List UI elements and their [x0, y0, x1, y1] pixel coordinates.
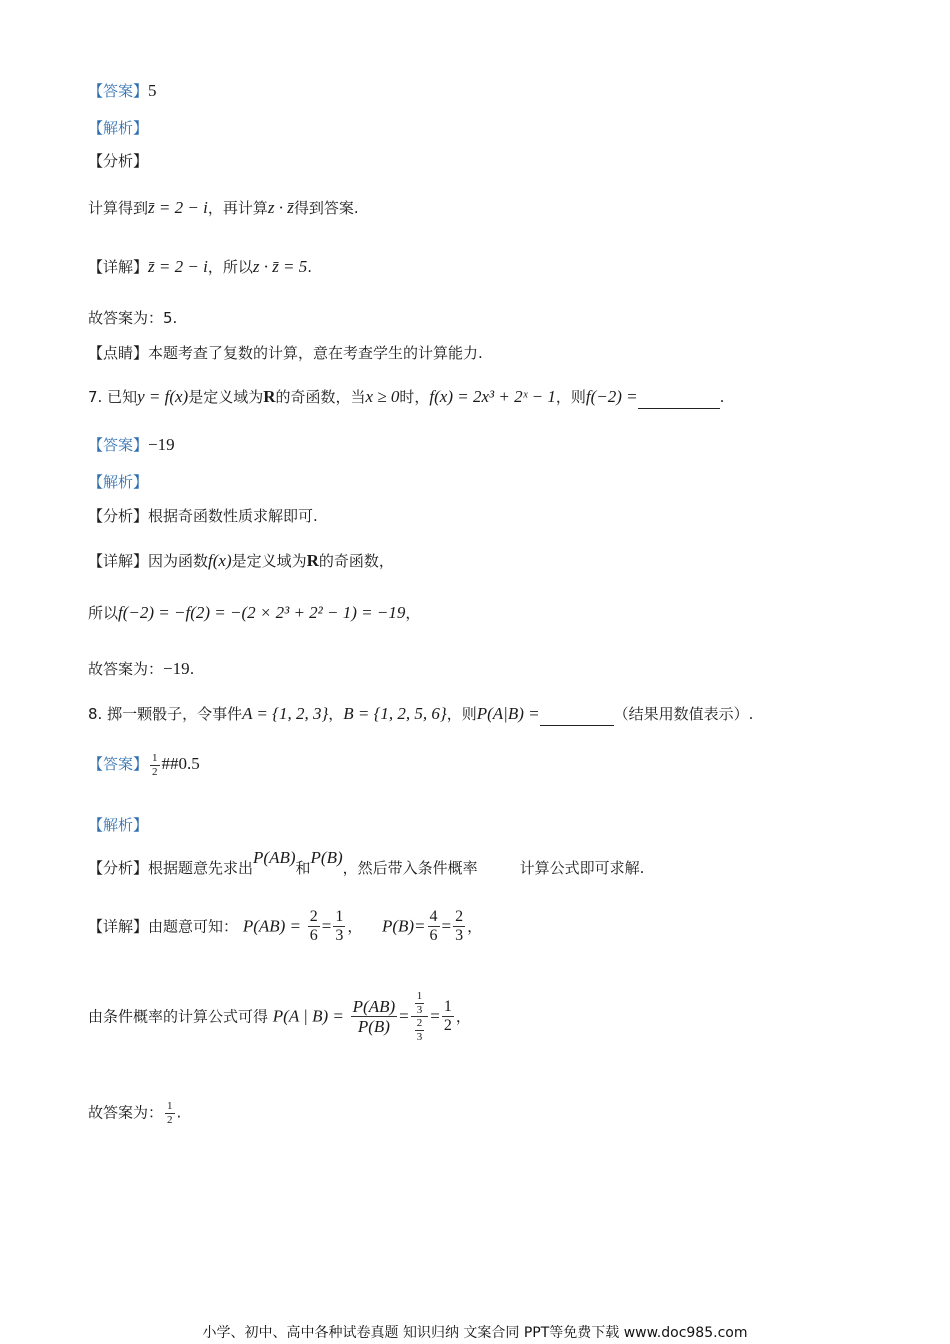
- text: 是定义域为: [188, 388, 264, 406]
- text: 和: [295, 859, 311, 877]
- q6-fenxi-text: [88, 197, 359, 218]
- numerator: 2: [416, 1017, 423, 1030]
- jiexi-tag: 【解析】: [88, 119, 149, 137]
- denominator: 6: [429, 927, 438, 945]
- denominator: 2: [152, 765, 158, 778]
- math: −19: [163, 659, 190, 678]
- text: 由条件概率的计算公式可得: [88, 1007, 269, 1026]
- math: z · z̄ = 5: [252, 257, 308, 276]
- text: ，: [467, 917, 483, 936]
- math: z̄ = 2 − i: [148, 257, 208, 276]
- q7-suoyi: [88, 602, 420, 623]
- fraction: [333, 908, 345, 946]
- fraction: [415, 1017, 425, 1043]
- text: ，则: [446, 705, 477, 723]
- xiangjie-tag: 【详解】: [88, 258, 149, 276]
- math: z̄ = 2 − i: [148, 198, 208, 217]
- numerator: 1: [442, 998, 454, 1017]
- text: ，: [328, 705, 344, 723]
- q6-fenxi-tag: [88, 150, 148, 171]
- answer-value: −19: [148, 435, 175, 454]
- text: 根据题意先求出: [148, 859, 254, 877]
- text: ，再计算: [207, 199, 268, 217]
- fraction: [428, 908, 440, 946]
- math: f(−2) =: [585, 387, 638, 406]
- denominator: 3: [416, 1003, 423, 1016]
- text: 的奇函数，当: [275, 388, 366, 406]
- text: .: [189, 660, 195, 678]
- equals: =: [441, 916, 452, 936]
- numerator: P(AB): [352, 996, 396, 1016]
- text: 计算公式即可求解.: [519, 859, 645, 877]
- q8-conclusion: [88, 1100, 181, 1126]
- denominator: 3: [335, 927, 344, 945]
- text: 7. 已知: [88, 388, 138, 406]
- jiexi-tag: 【解析】: [88, 473, 149, 491]
- text: .: [176, 1103, 182, 1122]
- text: ，然后带入条件概率: [342, 859, 478, 877]
- math: A = {1, 2, 3}: [242, 704, 329, 723]
- fraction: [308, 908, 320, 946]
- fenxi-tag: 【分析】: [88, 859, 149, 877]
- denominator: P(B): [357, 1017, 390, 1037]
- math: f(x): [208, 551, 232, 570]
- text: .: [307, 258, 313, 276]
- answer-tag: 【答案】: [88, 82, 149, 100]
- text: 故答案为：: [88, 1103, 164, 1122]
- text: 根据奇函数性质求解即可.: [148, 507, 318, 525]
- equals: =: [321, 916, 332, 936]
- denominator: 3: [455, 927, 464, 945]
- math: B = {1, 2, 5, 6}: [343, 704, 447, 723]
- math: P(AB): [253, 848, 296, 867]
- answer-blank: [540, 707, 614, 726]
- answer-tag: 【答案】: [88, 436, 149, 454]
- numerator: 4: [428, 908, 440, 927]
- q6-answer-line: [88, 80, 157, 101]
- real-set-symbol: R: [263, 387, 276, 406]
- numerator: [411, 990, 429, 1017]
- q6-dianjing: [88, 342, 483, 363]
- text: 由题意可知：: [148, 917, 239, 936]
- math: P(AB) =: [242, 916, 302, 936]
- equals: =: [399, 1006, 409, 1026]
- answer-fraction: [150, 752, 160, 778]
- text: 计算得到: [88, 199, 149, 217]
- q7-xiangjie: [88, 550, 394, 571]
- fenxi-tag: 【分析】: [88, 152, 149, 170]
- answer-value: ##0.5: [161, 754, 200, 774]
- q7-conclusion: [88, 658, 194, 679]
- page-footer: 小学、初中、高中各种试卷真题 知识归纳 文案合同 PPT等免费下载 www.doc985.com: [202, 1325, 748, 1341]
- q7-fenxi: [88, 505, 318, 526]
- dianjing-tag: 【点睛】: [88, 344, 149, 362]
- text: （结果用数值表示）.: [613, 705, 754, 723]
- math: x ≥ 0: [365, 387, 400, 406]
- text: 8. 掷一颗骰子，令事件: [88, 705, 243, 723]
- fenxi-tag: 【分析】: [88, 507, 149, 525]
- answer-tag: 【答案】: [88, 755, 149, 774]
- q8-jiexi: [88, 814, 148, 835]
- answer-blank: [638, 390, 720, 409]
- q7-jiexi: [88, 471, 148, 492]
- jiexi-tag: 【解析】: [88, 816, 149, 834]
- q8-stem: [88, 703, 753, 726]
- numerator: 1: [152, 752, 158, 764]
- numerator: 1: [416, 990, 423, 1002]
- text: 时，: [399, 388, 430, 406]
- denominator: 3: [416, 1030, 423, 1043]
- math: P(B): [310, 848, 343, 867]
- text: 是定义域为: [231, 552, 307, 570]
- numerator: 2: [308, 908, 320, 927]
- math: P(A|B) =: [476, 704, 540, 723]
- fraction: [415, 990, 425, 1016]
- fraction: [165, 1100, 175, 1126]
- text: ，: [347, 917, 363, 936]
- text: ，: [405, 604, 421, 622]
- q8-fenxi: [88, 848, 644, 878]
- q7-stem: [88, 386, 724, 409]
- numerator: 1: [333, 908, 345, 927]
- denominator: 6: [309, 927, 318, 945]
- fraction: [351, 997, 397, 1037]
- q8-formula: [88, 990, 471, 1044]
- q6-xiangjie: [88, 256, 312, 277]
- denominator: 2: [443, 1017, 452, 1035]
- fraction: [453, 908, 465, 946]
- text: 故答案为：5.: [88, 309, 178, 327]
- math: P(B)=: [381, 916, 426, 936]
- real-set-symbol: R: [306, 551, 319, 570]
- math: P(A | B) =: [272, 1006, 344, 1026]
- math: f(−2) = −f(2) = −(2 × 2³ + 2² − 1) = −19: [118, 603, 406, 622]
- compound-fraction: [411, 990, 429, 1044]
- math: y = f(x): [137, 387, 189, 406]
- q6-conclusion: [88, 307, 177, 328]
- denominator: [413, 1017, 427, 1043]
- q6-jiexi: [88, 117, 148, 138]
- q8-xiangjie: [88, 908, 482, 946]
- q7-answer-line: [88, 434, 175, 455]
- math: z · z̄: [267, 198, 294, 217]
- math: f(x) = 2x³ + 2ˣ − 1: [429, 387, 556, 406]
- text: ，则: [555, 388, 586, 406]
- xiangjie-tag: 【详解】: [88, 552, 149, 570]
- text: 故答案为：: [88, 660, 164, 678]
- text: 本题考查了复数的计算，意在考查学生的计算能力.: [148, 344, 483, 362]
- text: 因为函数: [148, 552, 209, 570]
- fraction: [442, 998, 454, 1036]
- text: 所以: [88, 604, 119, 622]
- text: ，所以: [207, 258, 253, 276]
- equals: =: [430, 1006, 440, 1026]
- text: 的奇函数，: [318, 552, 394, 570]
- numerator: 2: [453, 908, 465, 927]
- numerator: 1: [167, 1100, 173, 1112]
- answer-value: 5: [148, 81, 157, 100]
- xiangjie-tag: 【详解】: [88, 917, 149, 936]
- q8-answer-line: [88, 752, 200, 778]
- text: .: [719, 388, 725, 406]
- text: ，: [455, 1007, 471, 1026]
- denominator: 2: [167, 1113, 173, 1126]
- text: 得到答案.: [293, 199, 359, 217]
